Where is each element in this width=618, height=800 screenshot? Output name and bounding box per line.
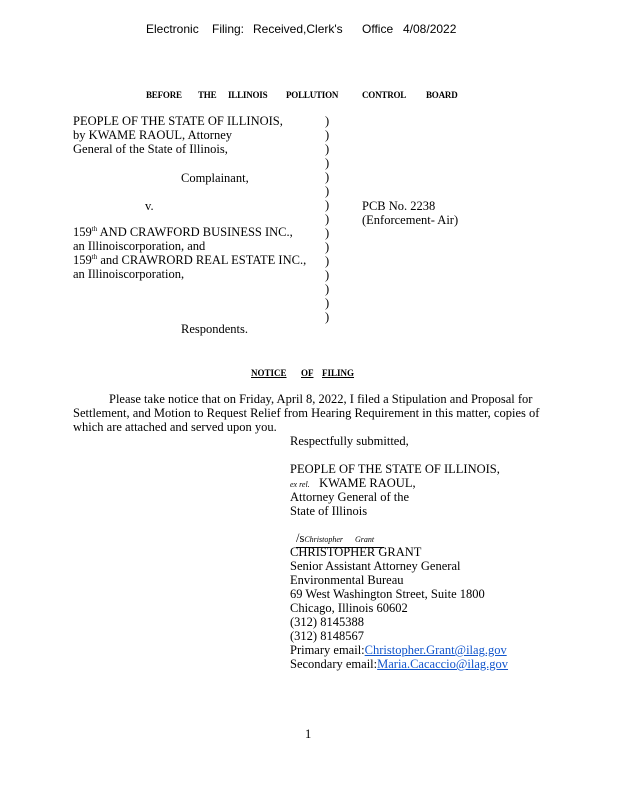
caption-parenthesis: ) — [325, 128, 330, 142]
signer-phone-1: (312) 8145388 — [290, 615, 364, 629]
filing-stamp-date: 4/08/2022 — [403, 22, 457, 36]
signer-phone-2: (312) 8148567 — [290, 629, 364, 643]
board-heading-word: ILLINOIS — [228, 90, 268, 100]
caption-parenthesis: ) — [325, 156, 330, 170]
signer-city: Chicago, Illinois 60602 — [290, 601, 408, 615]
notice-body-line-3: which are attached and served upon you. — [73, 420, 277, 434]
primary-email-link[interactable]: Christopher.Grant@ilag.gov — [364, 643, 507, 657]
notice-body-line-2: Settlement, and Motion to Request Relief from Hearing Requirement in this matter, copies of — [73, 406, 540, 420]
board-heading-word: BEFORE — [146, 90, 182, 100]
closing: Respectfully submitted, — [290, 434, 409, 448]
complainant-line-1: PEOPLE OF THE STATE OF ILLINOIS, — [73, 114, 283, 128]
respondents-label: Respondents. — [181, 322, 249, 336]
caption-parenthesis: ) — [325, 240, 330, 254]
primary-email-label: Primary email: — [290, 643, 365, 657]
notice-body-line-1: Please take notice that on Friday, April 8, 2022, I filed a Stipulation and Proposal for — [109, 392, 533, 406]
secondary-email-line — [290, 657, 508, 671]
versus: v. — [145, 199, 154, 213]
notice-heading-word: OF — [301, 368, 314, 378]
secondary-email-link[interactable]: Maria.Cacaccio@ilag.gov — [377, 657, 509, 671]
notice-heading-word: NOTICE — [251, 368, 287, 378]
board-heading-word: CONTROL — [362, 90, 407, 100]
complainant-label: Complainant, — [181, 171, 249, 185]
caption-parenthesis: ) — [325, 310, 330, 324]
filing-stamp-electronic: Electronic — [146, 22, 199, 36]
caption-parenthesis: ) — [325, 212, 330, 226]
respondent-2-line-2: an Illinoiscorporation, — [73, 267, 185, 281]
attorney-title-2: State of Illinois — [290, 504, 368, 518]
filing-stamp-received: Received,Clerk's — [253, 22, 343, 36]
secondary-email-label: Secondary email: — [290, 657, 378, 671]
caption-parenthesis: ) — [325, 296, 330, 310]
caption-parenthesis: ) — [325, 198, 330, 212]
complainant-line-3: General of the State of Illinois, — [73, 142, 228, 156]
caption-parenthesis: ) — [325, 142, 330, 156]
caption-parenthesis: ) — [325, 254, 330, 268]
caption-parenthesis: ) — [325, 226, 330, 240]
ex-rel: ex rel. — [290, 480, 310, 489]
board-heading-word: POLLUTION — [286, 90, 339, 100]
caption-parenthesis: ) — [325, 268, 330, 282]
signer-bureau: Environmental Bureau — [290, 573, 404, 587]
filing-stamp-office: Office — [362, 22, 394, 36]
caption-parenthesis: ) — [325, 114, 330, 128]
primary-email-line — [290, 643, 507, 657]
case-type: (Enforcement- Air) — [362, 213, 459, 227]
people-line: PEOPLE OF THE STATE OF ILLINOIS, — [290, 462, 500, 476]
attorney-name: KWAME RAOUL, — [319, 476, 416, 490]
caption-parenthesis: ) — [325, 170, 330, 184]
board-heading-word: THE — [198, 90, 217, 100]
respondent-2-line-1: 159th and CRAWRORD REAL ESTATE INC., — [73, 252, 307, 267]
page-number: 1 — [305, 727, 312, 741]
attorney-title-1: Attorney General of the — [290, 490, 410, 504]
caption-parenthesis-column — [325, 114, 329, 324]
respondent-1-line-1: 159th AND CRAWFORD BUSINESS INC., — [73, 224, 293, 239]
caption-parenthesis: ) — [325, 184, 330, 198]
case-number: PCB No. 2238 — [362, 199, 436, 213]
complainant-line-2: by KWAME RAOUL, Attorney — [73, 128, 233, 142]
signature-prefix: /s — [296, 531, 305, 545]
filing-stamp-filing: Filing: — [212, 22, 245, 36]
notice-heading-word: FILING — [322, 368, 355, 378]
signer-street: 69 West Washington Street, Suite 1800 — [290, 587, 485, 601]
signer-name: CHRISTOPHER GRANT — [290, 545, 422, 559]
signature-name: Christopher Grant — [304, 535, 375, 544]
respondent-1-line-2: an Illinoiscorporation, and — [73, 239, 206, 253]
signer-title: Senior Assistant Attorney General — [290, 559, 461, 573]
board-heading-word: BOARD — [426, 90, 458, 100]
caption-parenthesis: ) — [325, 282, 330, 296]
